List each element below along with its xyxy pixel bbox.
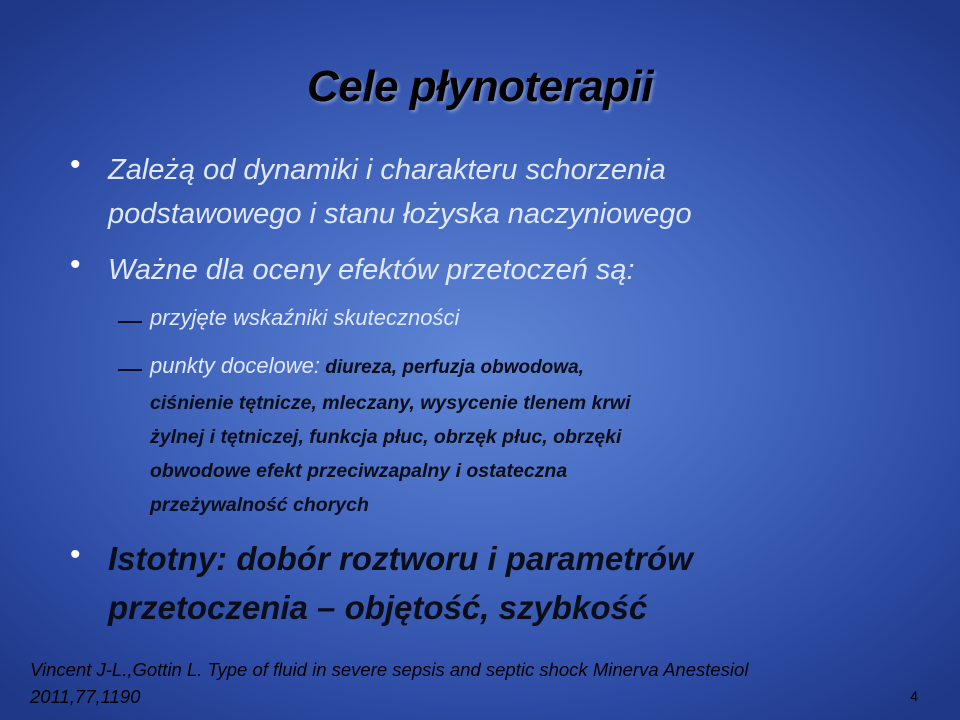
bullet-line: przetoczenia – objętość, szybkość	[108, 589, 648, 626]
sub-item-detail: diureza, perfuzja obwodowa,	[320, 357, 584, 378]
bullet-item-2	[70, 248, 930, 292]
bullet-text	[108, 148, 938, 236]
bullet-dot-icon: •	[70, 538, 81, 571]
sub-item-lead: punkty docelowe:	[150, 353, 320, 378]
bullet-line: Istotny: dobór roztworu i parametrów	[108, 540, 693, 577]
sub-item-text	[150, 348, 920, 386]
page-number: 4	[910, 688, 918, 704]
bullet-line: podstawowego i stanu łożyska naczyniowego	[108, 198, 692, 230]
slide-title: Cele płynoterapii	[306, 62, 654, 111]
bullet-dot-icon: •	[70, 248, 81, 281]
dash-icon	[118, 321, 142, 323]
bullet-text	[108, 248, 938, 292]
sub-item-text: przyjęte wskaźniki skuteczności	[150, 305, 460, 330]
bullet-item-3	[70, 534, 930, 634]
detail-line: przeżywalność chorych	[150, 494, 369, 516]
sub-item-1	[118, 300, 918, 336]
detail-line: ciśnienie tętnicze, mleczany, wysycenie tlenem krwi	[150, 392, 631, 414]
sub-item-detail-block	[150, 386, 910, 522]
bullet-dot-icon: •	[70, 148, 81, 181]
reference-line: Vincent J-L.,Gottin L. Type of fluid in severe sepsis and septic shock Minerva Anestesiol	[30, 659, 749, 680]
bullet-item-1	[70, 148, 930, 238]
detail-line: żylnej i tętniczej, funkcja płuc, obrzęk płuc, obrzęki	[150, 426, 622, 448]
reference-line: 2011,77,1190	[30, 686, 141, 707]
reference-citation	[30, 656, 890, 710]
detail-line: obwodowe efekt przeciwzapalny i ostateczna	[150, 460, 568, 482]
sub-item-2	[118, 348, 918, 384]
dash-icon	[118, 369, 142, 371]
bullet-line: Zależą od dynamiki i charakteru schorzenia	[108, 154, 666, 186]
bullet-text	[108, 534, 938, 632]
bullet-line: Ważne dla oceny efektów przetoczeń są:	[108, 254, 635, 286]
